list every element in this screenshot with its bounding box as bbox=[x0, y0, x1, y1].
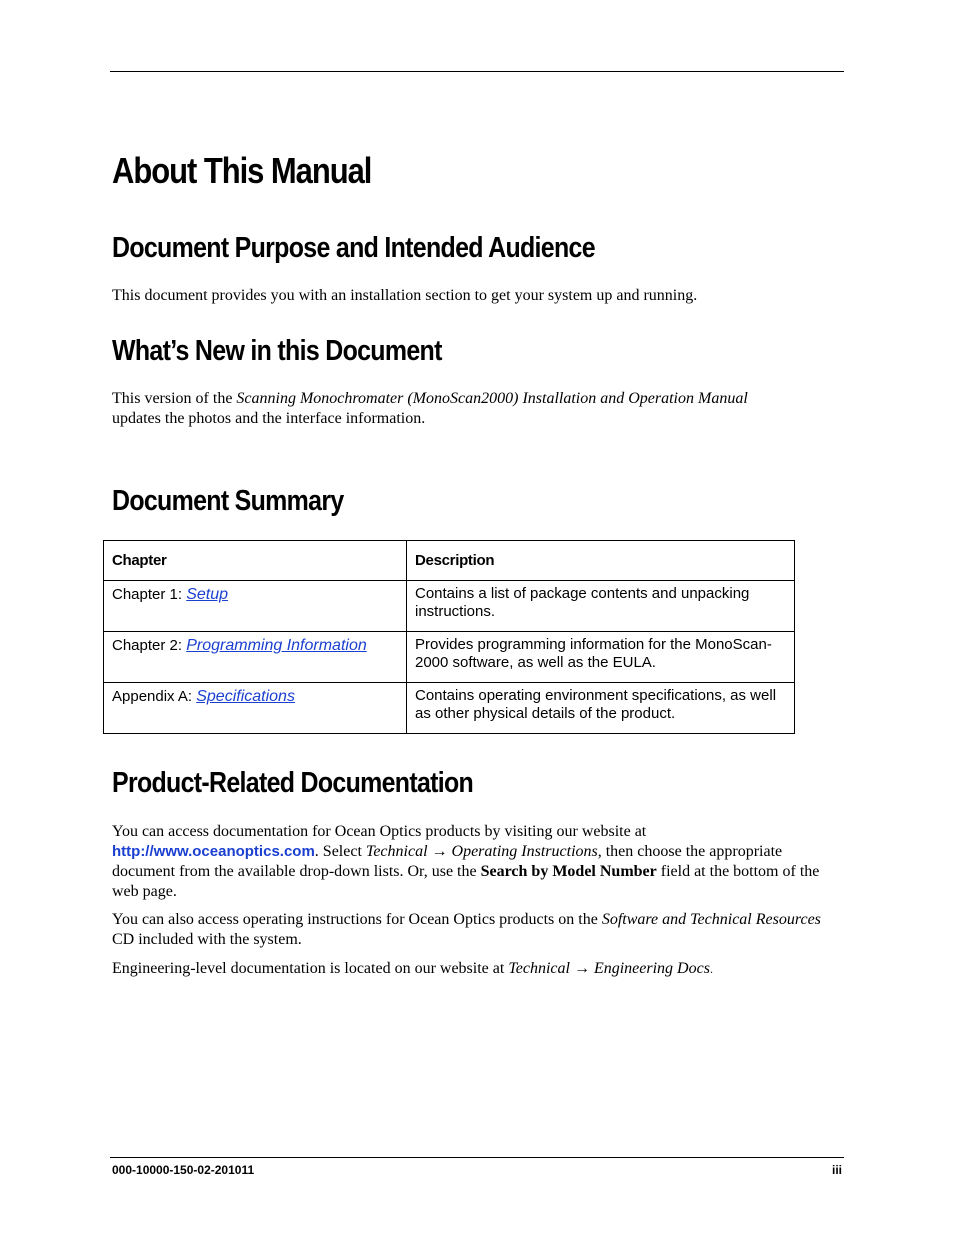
chapter-prefix: Chapter 1: bbox=[112, 586, 187, 603]
table-header-row bbox=[104, 541, 795, 581]
footer-page-number: iii bbox=[831, 1163, 842, 1177]
table-row bbox=[104, 632, 795, 683]
description-cell: Provides programming information for the MonoScan-2000 software, as well as the EULA. bbox=[407, 632, 795, 683]
document-summary-table bbox=[103, 540, 795, 734]
related-p3-b: . bbox=[709, 962, 713, 976]
related-p1-c: , then choose the appropriate document from the available drop-down lists. Or, use the bbox=[112, 843, 783, 880]
table-row bbox=[104, 581, 795, 632]
footer-doc-number: 000-10000-150-02-201011 bbox=[112, 1163, 255, 1177]
chapter-cell bbox=[104, 581, 407, 632]
related-p1-a: You can access documentation for Ocean Optics products by visiting our website at bbox=[112, 823, 647, 840]
table-row bbox=[104, 683, 795, 734]
menu-path-operating: Technical → Operating Instructions bbox=[365, 843, 598, 860]
chapter-cell bbox=[104, 632, 407, 683]
chapter-cell bbox=[104, 683, 407, 734]
chapter-prefix: Chapter 2: bbox=[112, 637, 187, 654]
chapter-link-specifications[interactable]: Specifications bbox=[196, 688, 295, 705]
manual-title: Scanning Monochromater (MonoScan2000) Installation and Operation Manual bbox=[236, 390, 748, 407]
description-cell: Contains operating environment specifications, as well as other physical details of the product. bbox=[407, 683, 795, 734]
whats-new-text-before: This version of the bbox=[112, 390, 237, 407]
page-title: About This Manual bbox=[112, 150, 372, 191]
related-p1-b: . Select bbox=[314, 843, 366, 860]
footer-rule bbox=[110, 1157, 844, 1158]
header-description: Description bbox=[407, 541, 795, 581]
header-rule bbox=[110, 71, 844, 72]
header-chapter: Chapter bbox=[104, 541, 407, 581]
related-p2-b: CD included with the system. bbox=[112, 931, 302, 948]
website-link[interactable]: http://www.oceanoptics.com bbox=[112, 843, 315, 860]
purpose-text: This document provides you with an installation section to get your system up and running. bbox=[112, 287, 698, 304]
heading-purpose: Document Purpose and Intended Audience bbox=[112, 232, 595, 264]
cd-title: Software and Technical Resources bbox=[601, 911, 821, 928]
heading-summary: Document Summary bbox=[112, 485, 344, 517]
search-by-model-label: Search by Model Number bbox=[480, 863, 657, 880]
related-paragraph-3 bbox=[112, 959, 832, 979]
heading-whats-new: What’s New in this Document bbox=[112, 335, 442, 367]
heading-related: Product-Related Documentation bbox=[112, 767, 474, 799]
chapter-link-programming[interactable]: Programming Information bbox=[186, 637, 367, 654]
chapter-prefix: Appendix A: bbox=[112, 688, 197, 705]
description-cell: Contains a list of package contents and unpacking instructions. bbox=[407, 581, 795, 632]
related-p3-a: Engineering-level documentation is located on our website at bbox=[112, 960, 509, 977]
related-p1-d: field at the bottom of the web page. bbox=[112, 863, 820, 900]
menu-path-engineering: Technical → Engineering Docs bbox=[508, 960, 710, 977]
chapter-link-setup[interactable]: Setup bbox=[186, 586, 229, 603]
related-paragraph-2 bbox=[112, 910, 832, 950]
whats-new-text bbox=[112, 389, 832, 429]
related-paragraph-1 bbox=[112, 822, 832, 902]
related-p2-a: You can also access operating instructions for Ocean Optics products on the bbox=[112, 911, 602, 928]
whats-new-text-after: updates the photos and the interface information. bbox=[112, 410, 426, 427]
